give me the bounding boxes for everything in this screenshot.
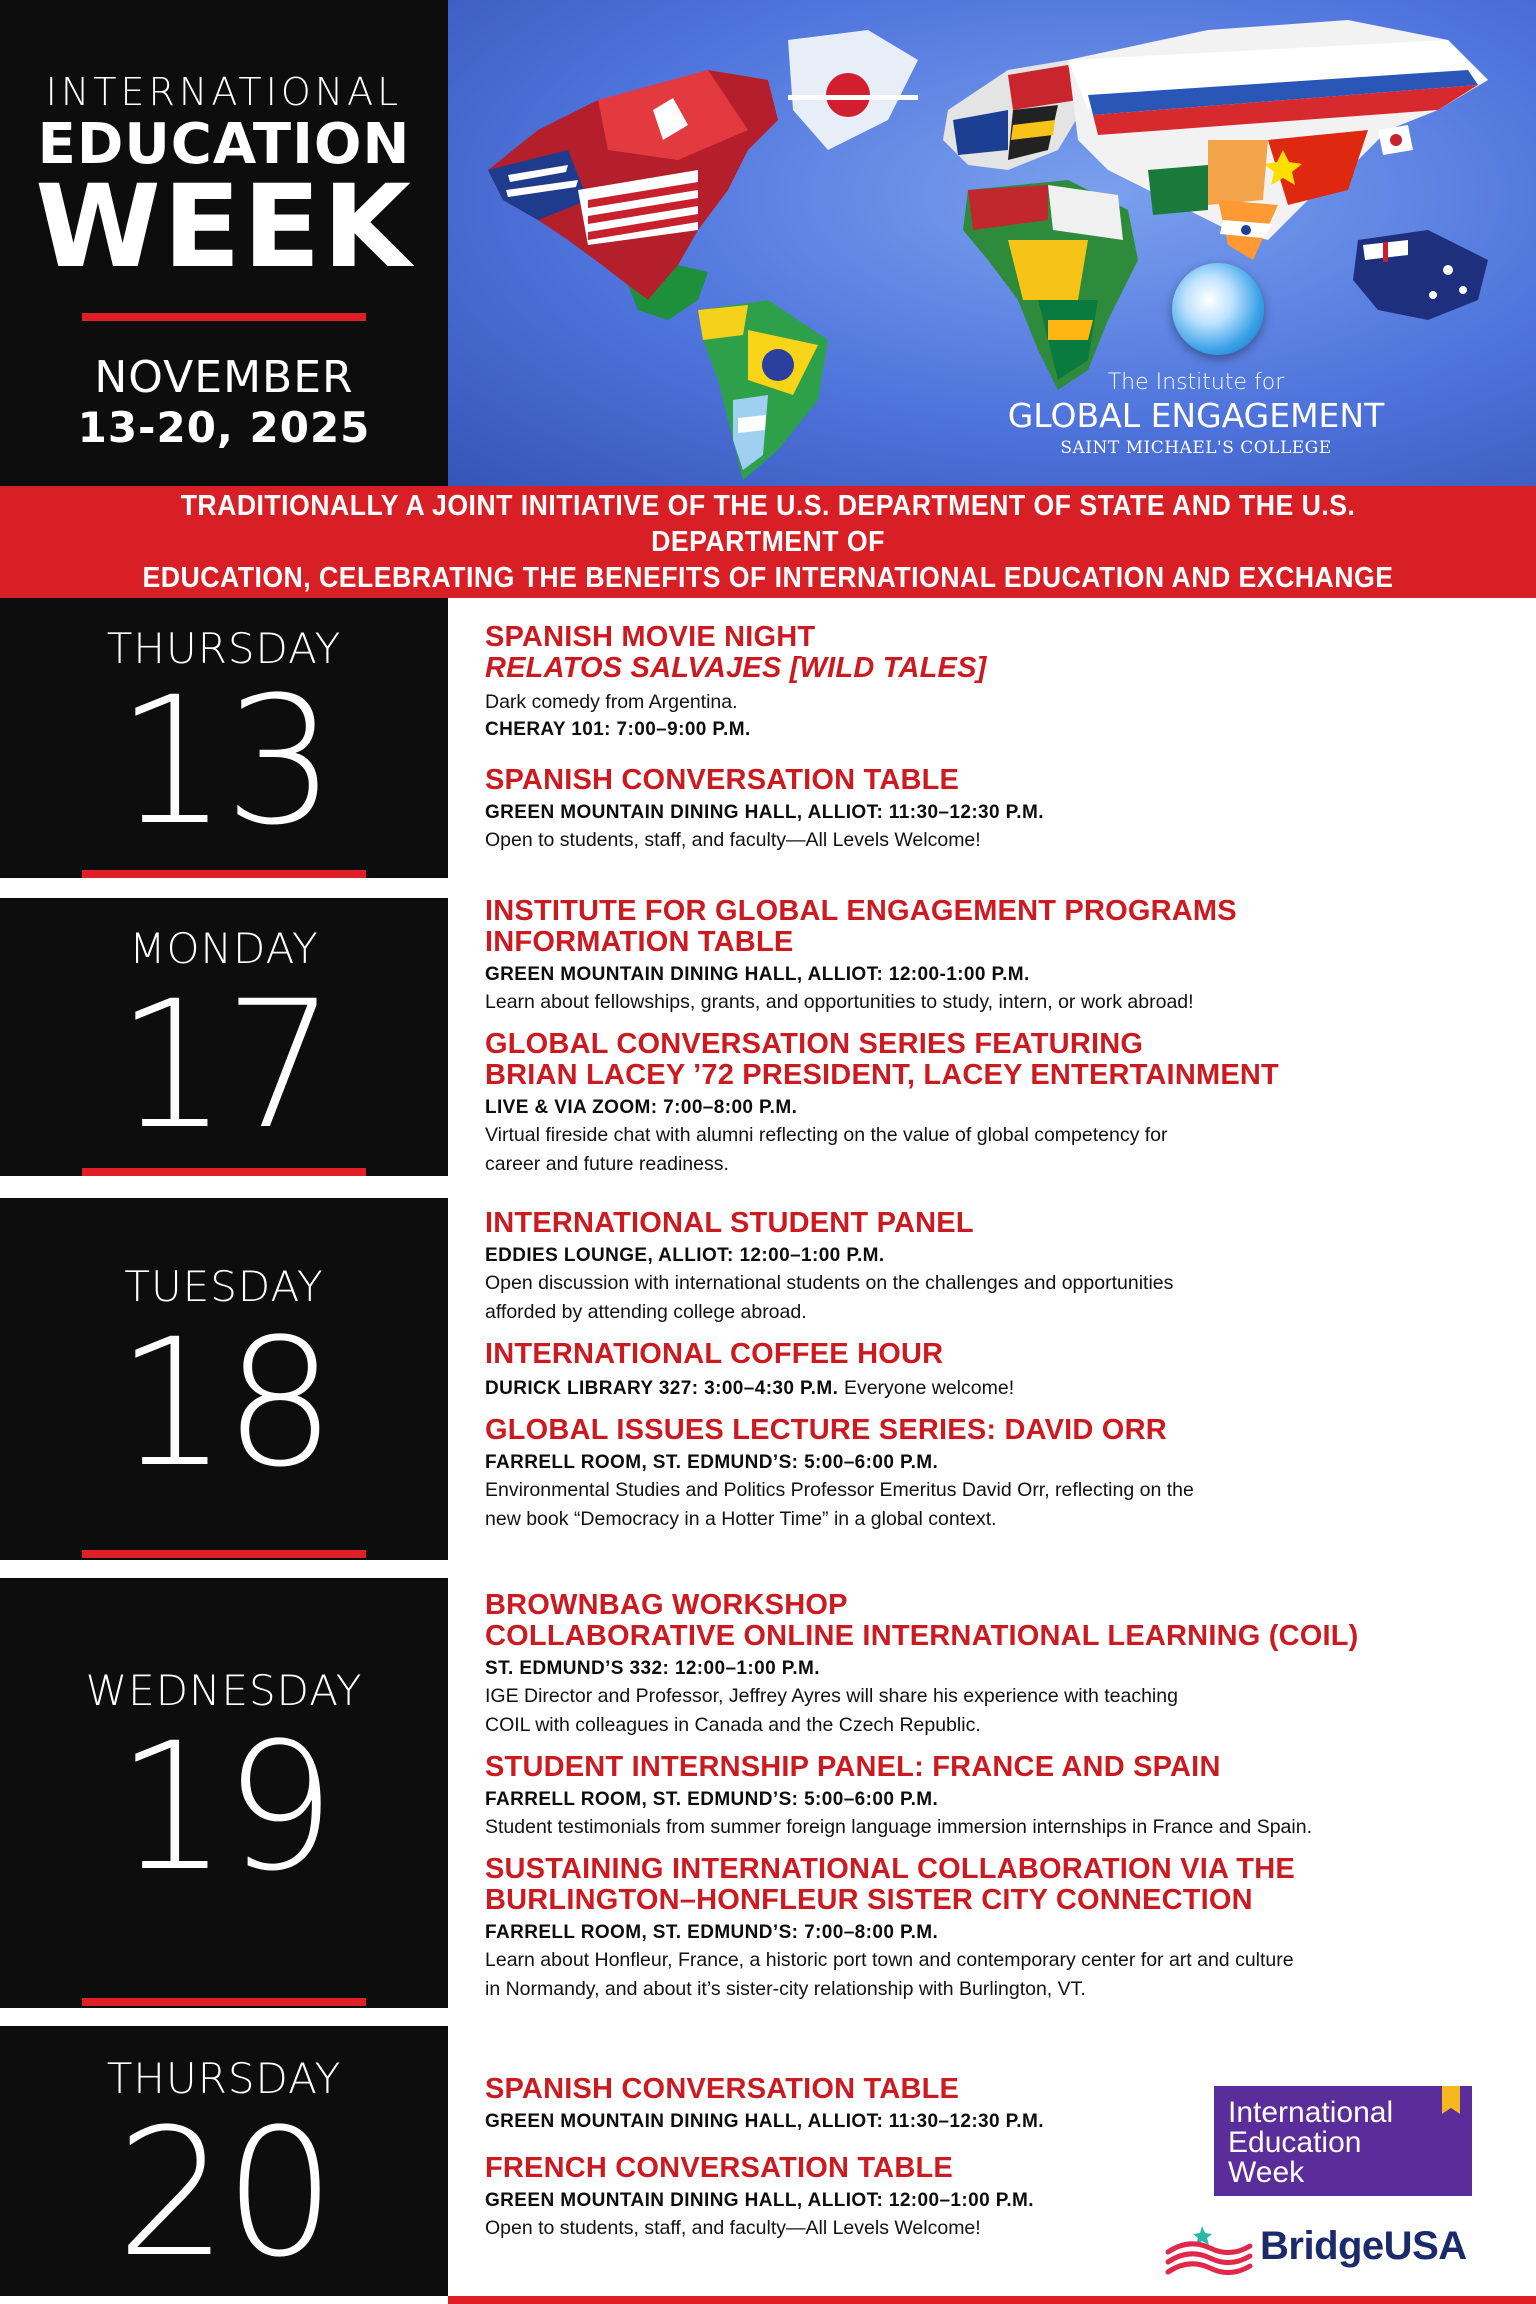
event-global-issues-lecture <box>485 1415 1495 1534</box>
event-location-line <box>485 1374 1495 1403</box>
event-international-student-panel <box>485 1208 1495 1327</box>
event-title-line2: INFORMATION TABLE <box>485 926 794 958</box>
event-description: Environmental Studies and Politics Professor Emeritus David Orr, reflecting on the <box>485 1479 1194 1501</box>
event-description: Learn about fellowships, grants, and opportunities to study, intern, or work abroad! <box>485 991 1194 1013</box>
banner-line-1: TRADITIONALLY A JOINT INITIATIVE OF THE U.S. DEPARTMENT OF STATE AND THE U.S. DEPARTMENT OF <box>180 490 1356 558</box>
day-panel-thursday-20 <box>0 2026 448 2296</box>
event-title: SPANISH MOVIE NIGHT <box>485 621 816 653</box>
title-line-international: INTERNATIONAL <box>45 70 403 114</box>
australia-shape <box>1353 230 1488 320</box>
day-panel-tuesday-18 <box>0 1198 448 1560</box>
event-title-line2: COLLABORATIVE ONLINE INTERNATIONAL LEARNING (COIL) <box>485 1620 1359 1652</box>
event-location: GREEN MOUNTAIN DINING HALL, ALLIOT: 11:30–12:30 P.M. <box>485 2111 1044 2132</box>
event-month: NOVEMBER <box>94 352 354 403</box>
day-red-divider <box>82 1168 366 1176</box>
event-location: FARRELL ROOM, ST. EDMUND’S: 7:00–8:00 P.M. <box>485 1922 939 1943</box>
banner-line-2: EDUCATION, CELEBRATING THE BENEFITS OF INTERNATIONAL EDUCATION AND EXCHANGE <box>142 562 1394 594</box>
event-description-line2: career and future readiness. <box>485 1153 729 1175</box>
event-title: INTERNATIONAL COFFEE HOUR <box>485 1338 944 1370</box>
event-title: INSTITUTE FOR GLOBAL ENGAGEMENT PROGRAMS <box>485 895 1237 927</box>
north-america-shape <box>488 70 778 320</box>
day-red-divider <box>82 1550 366 1558</box>
event-description-line2: COIL with colleagues in Canada and the Czech Republic. <box>485 1714 981 1736</box>
day-name: WEDNESDAY <box>85 1666 363 1715</box>
event-location: FARRELL ROOM, ST. EDMUND’S: 5:00–6:00 P.M. <box>485 1789 939 1810</box>
events-monday-17 <box>485 896 1495 1179</box>
day-panel-wednesday-19 <box>0 1578 448 2008</box>
world-map-image <box>448 0 1536 486</box>
event-location: FARRELL ROOM, ST. EDMUND’S: 5:00–6:00 P.M. <box>485 1452 939 1473</box>
event-title: SPANISH CONVERSATION TABLE <box>485 764 960 796</box>
africa-shape <box>963 180 1138 390</box>
event-brownbag-coil-workshop <box>485 1590 1495 1740</box>
institute-college-name: SAINT MICHAEL'S COLLEGE <box>1060 438 1332 458</box>
event-student-internship-panel <box>485 1752 1495 1842</box>
day-number: 20 <box>116 2091 332 2296</box>
event-location: CHERAY 101: 7:00–9:00 P.M. <box>485 719 751 740</box>
south-america-shape <box>698 300 828 480</box>
event-spanish-movie-night <box>485 622 1495 743</box>
day-number: 18 <box>116 1301 332 1506</box>
title-line-education: EDUCATION <box>37 112 411 177</box>
institute-name-line1: The Institute for <box>1107 370 1285 395</box>
ribbon-icon <box>1442 2086 1460 2114</box>
event-description: Open to students, staff, and faculty—All Levels Welcome! <box>485 829 981 851</box>
europe-shape <box>943 60 1088 170</box>
event-international-coffee-hour <box>485 1339 1495 1403</box>
day-name: THURSDAY <box>106 624 342 673</box>
title-line-week: WEEK <box>35 160 413 293</box>
asia-shape <box>1068 20 1488 260</box>
event-description: Virtual fireside chat with alumni reflecting on the value of global competency for <box>485 1124 1168 1146</box>
events-wednesday-19 <box>485 1590 1495 2004</box>
event-description: Student testimonials from summer foreign language immersion internships in France and Spain. <box>485 1816 1312 1838</box>
events-thursday-13 <box>485 622 1495 855</box>
event-ige-information-table <box>485 896 1495 1017</box>
day-number: 17 <box>116 963 332 1168</box>
day-red-divider <box>82 870 366 878</box>
event-title-line2: BURLINGTON–HONFLEUR SISTER CITY CONNECTION <box>485 1884 1253 1916</box>
event-subtitle: RELATOS SALVAJES [WILD TALES] <box>485 652 987 684</box>
event-location: ST. EDMUND’S 332: 12:00–1:00 P.M. <box>485 1658 820 1679</box>
day-name: MONDAY <box>129 924 319 973</box>
event-description-line2: afforded by attending college abroad. <box>485 1301 807 1323</box>
day-name: THURSDAY <box>106 2054 342 2103</box>
event-description-line2: in Normandy, and about it’s sister-city relationship with Burlington, VT. <box>485 1978 1086 2000</box>
event-title: SUSTAINING INTERNATIONAL COLLABORATION VIA THE <box>485 1853 1295 1885</box>
bridgeusa-logo <box>1164 2222 1484 2278</box>
event-location: GREEN MOUNTAIN DINING HALL, ALLIOT: 12:00–1:00 P.M. <box>485 2190 1034 2211</box>
footer-red-bar <box>448 2296 1536 2304</box>
day-red-divider <box>82 1998 366 2006</box>
event-description-line2: new book “Democracy in a Hotter Time” in a global context. <box>485 1508 997 1530</box>
greenland-shape <box>788 30 918 150</box>
day-number: 19 <box>116 1705 332 1910</box>
event-french-conversation-table <box>485 2153 1185 2243</box>
event-title: INTERNATIONAL STUDENT PANEL <box>485 1207 974 1239</box>
day-name: TUESDAY <box>124 1262 324 1311</box>
bridgeusa-wordmark: BridgeUSA <box>1260 2224 1467 2268</box>
event-location: EDDIES LOUNGE, ALLIOT: 12:00–1:00 P.M. <box>485 1245 885 1266</box>
event-spanish-conversation-table <box>485 2074 1185 2135</box>
event-title: GLOBAL ISSUES LECTURE SERIES: DAVID ORR <box>485 1414 1167 1446</box>
event-description: Learn about Honfleur, France, a historic port town and contemporary center for art and culture <box>485 1949 1294 1971</box>
event-location-note: Everyone welcome! <box>843 1377 1015 1399</box>
day-panel-monday-17 <box>0 898 448 1176</box>
event-title-line2: BRIAN LACEY ’72 PRESIDENT, LACEY ENTERTAINMENT <box>485 1059 1279 1091</box>
iew-logo-line3: Week <box>1228 2156 1305 2189</box>
event-description: IGE Director and Professor, Jeffrey Ayres will share his experience with teaching <box>485 1685 1178 1707</box>
institute-name-line2: GLOBAL ENGAGEMENT <box>1007 396 1385 435</box>
events-thursday-20 <box>485 2074 1185 2243</box>
event-title: SPANISH CONVERSATION TABLE <box>485 2073 960 2105</box>
event-location: GREEN MOUNTAIN DINING HALL, ALLIOT: 12:00-1:00 P.M. <box>485 964 1030 985</box>
day-number: 13 <box>116 659 332 864</box>
event-spanish-conversation-table <box>485 765 1495 855</box>
header-red-divider <box>82 313 366 321</box>
event-sister-city-connection <box>485 1854 1495 2004</box>
event-location: DURICK LIBRARY 327: 3:00–4:30 P.M. <box>485 1378 839 1399</box>
header-title-panel <box>0 0 448 486</box>
event-title: BROWNBAG WORKSHOP <box>485 1589 848 1621</box>
events-tuesday-18 <box>485 1208 1495 1534</box>
event-title: STUDENT INTERNSHIP PANEL: FRANCE AND SPAIN <box>485 1751 1221 1783</box>
event-global-conversation-series <box>485 1029 1495 1179</box>
initiative-banner <box>0 486 1536 598</box>
day-panel-thursday-13 <box>0 598 448 878</box>
event-title: FRENCH CONVERSATION TABLE <box>485 2152 953 2184</box>
event-dates: 13-20, 2025 <box>77 403 371 452</box>
event-description: Open discussion with international students on the challenges and opportunities <box>485 1272 1174 1294</box>
globe-icon <box>1172 263 1264 355</box>
event-description: Dark comedy from Argentina. <box>485 691 738 713</box>
event-location: LIVE & VIA ZOOM: 7:00–8:00 P.M. <box>485 1097 798 1118</box>
bridgeusa-wave-icon <box>1164 2222 1254 2278</box>
iew-logo-line2: Education <box>1228 2126 1362 2159</box>
international-education-week-logo <box>1214 2086 1472 2196</box>
event-description: Open to students, staff, and faculty—All Levels Welcome! <box>485 2217 981 2239</box>
iew-logo-line1: International <box>1228 2096 1394 2129</box>
event-location: GREEN MOUNTAIN DINING HALL, ALLIOT: 11:30–12:30 P.M. <box>485 802 1044 823</box>
event-title: GLOBAL CONVERSATION SERIES FEATURING <box>485 1028 1144 1060</box>
